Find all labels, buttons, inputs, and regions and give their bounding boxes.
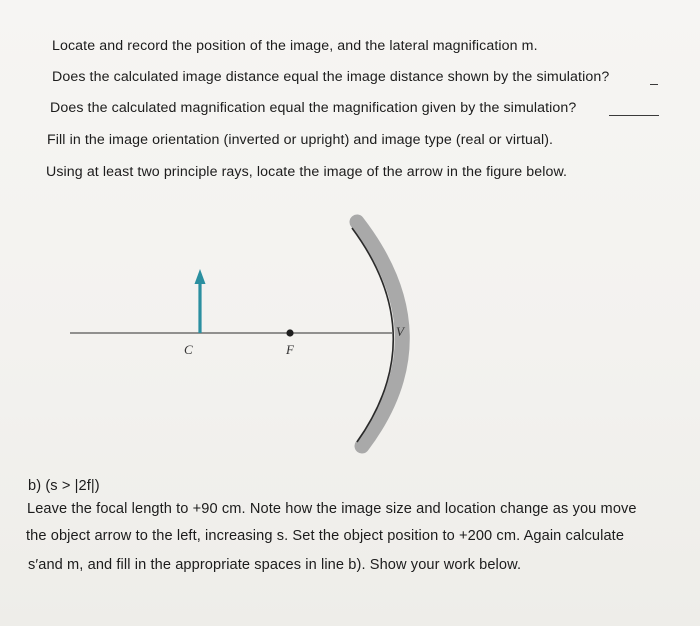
instruction-principal-rays: Using at least two principle rays, locate the image of the arrow in the figure below. (46, 164, 568, 180)
label-vertex: V (396, 324, 404, 339)
instruction-orientation-type: Fill in the image orientation (inverted or upright) and image type (real or virtual). (47, 132, 554, 148)
instruction-locate-image: Locate and record the position of the image, and the lateral magnification m. (52, 38, 538, 54)
part-b-heading: b) (s > |2f|) (28, 478, 100, 494)
part-b-line-2: the object arrow to the left, increasing s. Set the object position to +200 cm. Again calculate (26, 528, 625, 544)
instruction-image-distance-question: Does the calculated image distance equal the image distance shown by the simulation? (52, 69, 610, 85)
label-center-of-curvature: C (184, 342, 193, 357)
object-arrow-head (195, 269, 206, 284)
focal-point-dot (286, 329, 293, 336)
instruction-magnification-question: Does the calculated magnification equal the magnification given by the simulation? (50, 100, 577, 116)
label-focal-point: F (286, 342, 294, 357)
part-b-line-3: s′and m, and fill in the appropriate spaces in line b). Show your work below. (28, 557, 522, 573)
part-b-line-1: Leave the focal length to +90 cm. Note how the image size and location change as you move (27, 501, 637, 517)
